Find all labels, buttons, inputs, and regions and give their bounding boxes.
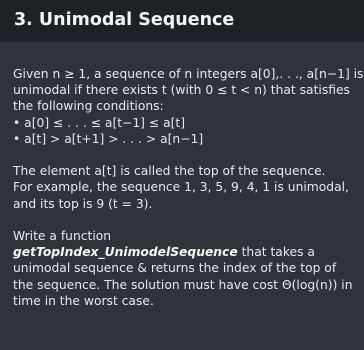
task-line-2 bbox=[13, 244, 363, 260]
title-bar bbox=[0, 0, 364, 42]
condition-bullet-1: • a[0] ≤ . . . ≤ a[t−1] ≤ a[t] bbox=[13, 115, 186, 130]
task-line-2-rest: that takes a bbox=[237, 245, 315, 260]
task-line-1: Write a function bbox=[13, 229, 112, 243]
problem-description bbox=[13, 66, 363, 309]
task-line-5: time in the worst case. bbox=[13, 293, 154, 308]
task-line-3: unimodal sequence & returns the index of the top of bbox=[13, 261, 337, 276]
definition-line-3: the following conditions: bbox=[13, 99, 164, 114]
paragraph-spacer bbox=[13, 212, 363, 228]
paragraph-spacer bbox=[13, 147, 363, 163]
function-name: getTopIndex_UnimodelSequence bbox=[13, 245, 238, 260]
page-title: 3. Unimodal Sequence bbox=[14, 10, 235, 30]
example-line-2: For example, the sequence 1, 3, 5, 9, 4, 1 is unimodal, bbox=[13, 180, 349, 195]
task-line-4: the sequence. The solution must have cost Θ(log(n)) in bbox=[13, 277, 353, 292]
example-line-1: The element a[t] is called the top of the sequence. bbox=[13, 164, 326, 179]
definition-line-2: unimodal if there exists t (with 0 ≤ t < n) that satisfies bbox=[13, 83, 350, 98]
definition-line-1: Given n ≥ 1, a sequence of n integers a[0],. . ., a[n−1] is bbox=[13, 67, 364, 81]
condition-bullet-2: • a[t] > a[t+1] > . . . > a[n−1] bbox=[13, 131, 204, 146]
example-line-3: and its top is 9 (t = 3). bbox=[13, 196, 153, 211]
